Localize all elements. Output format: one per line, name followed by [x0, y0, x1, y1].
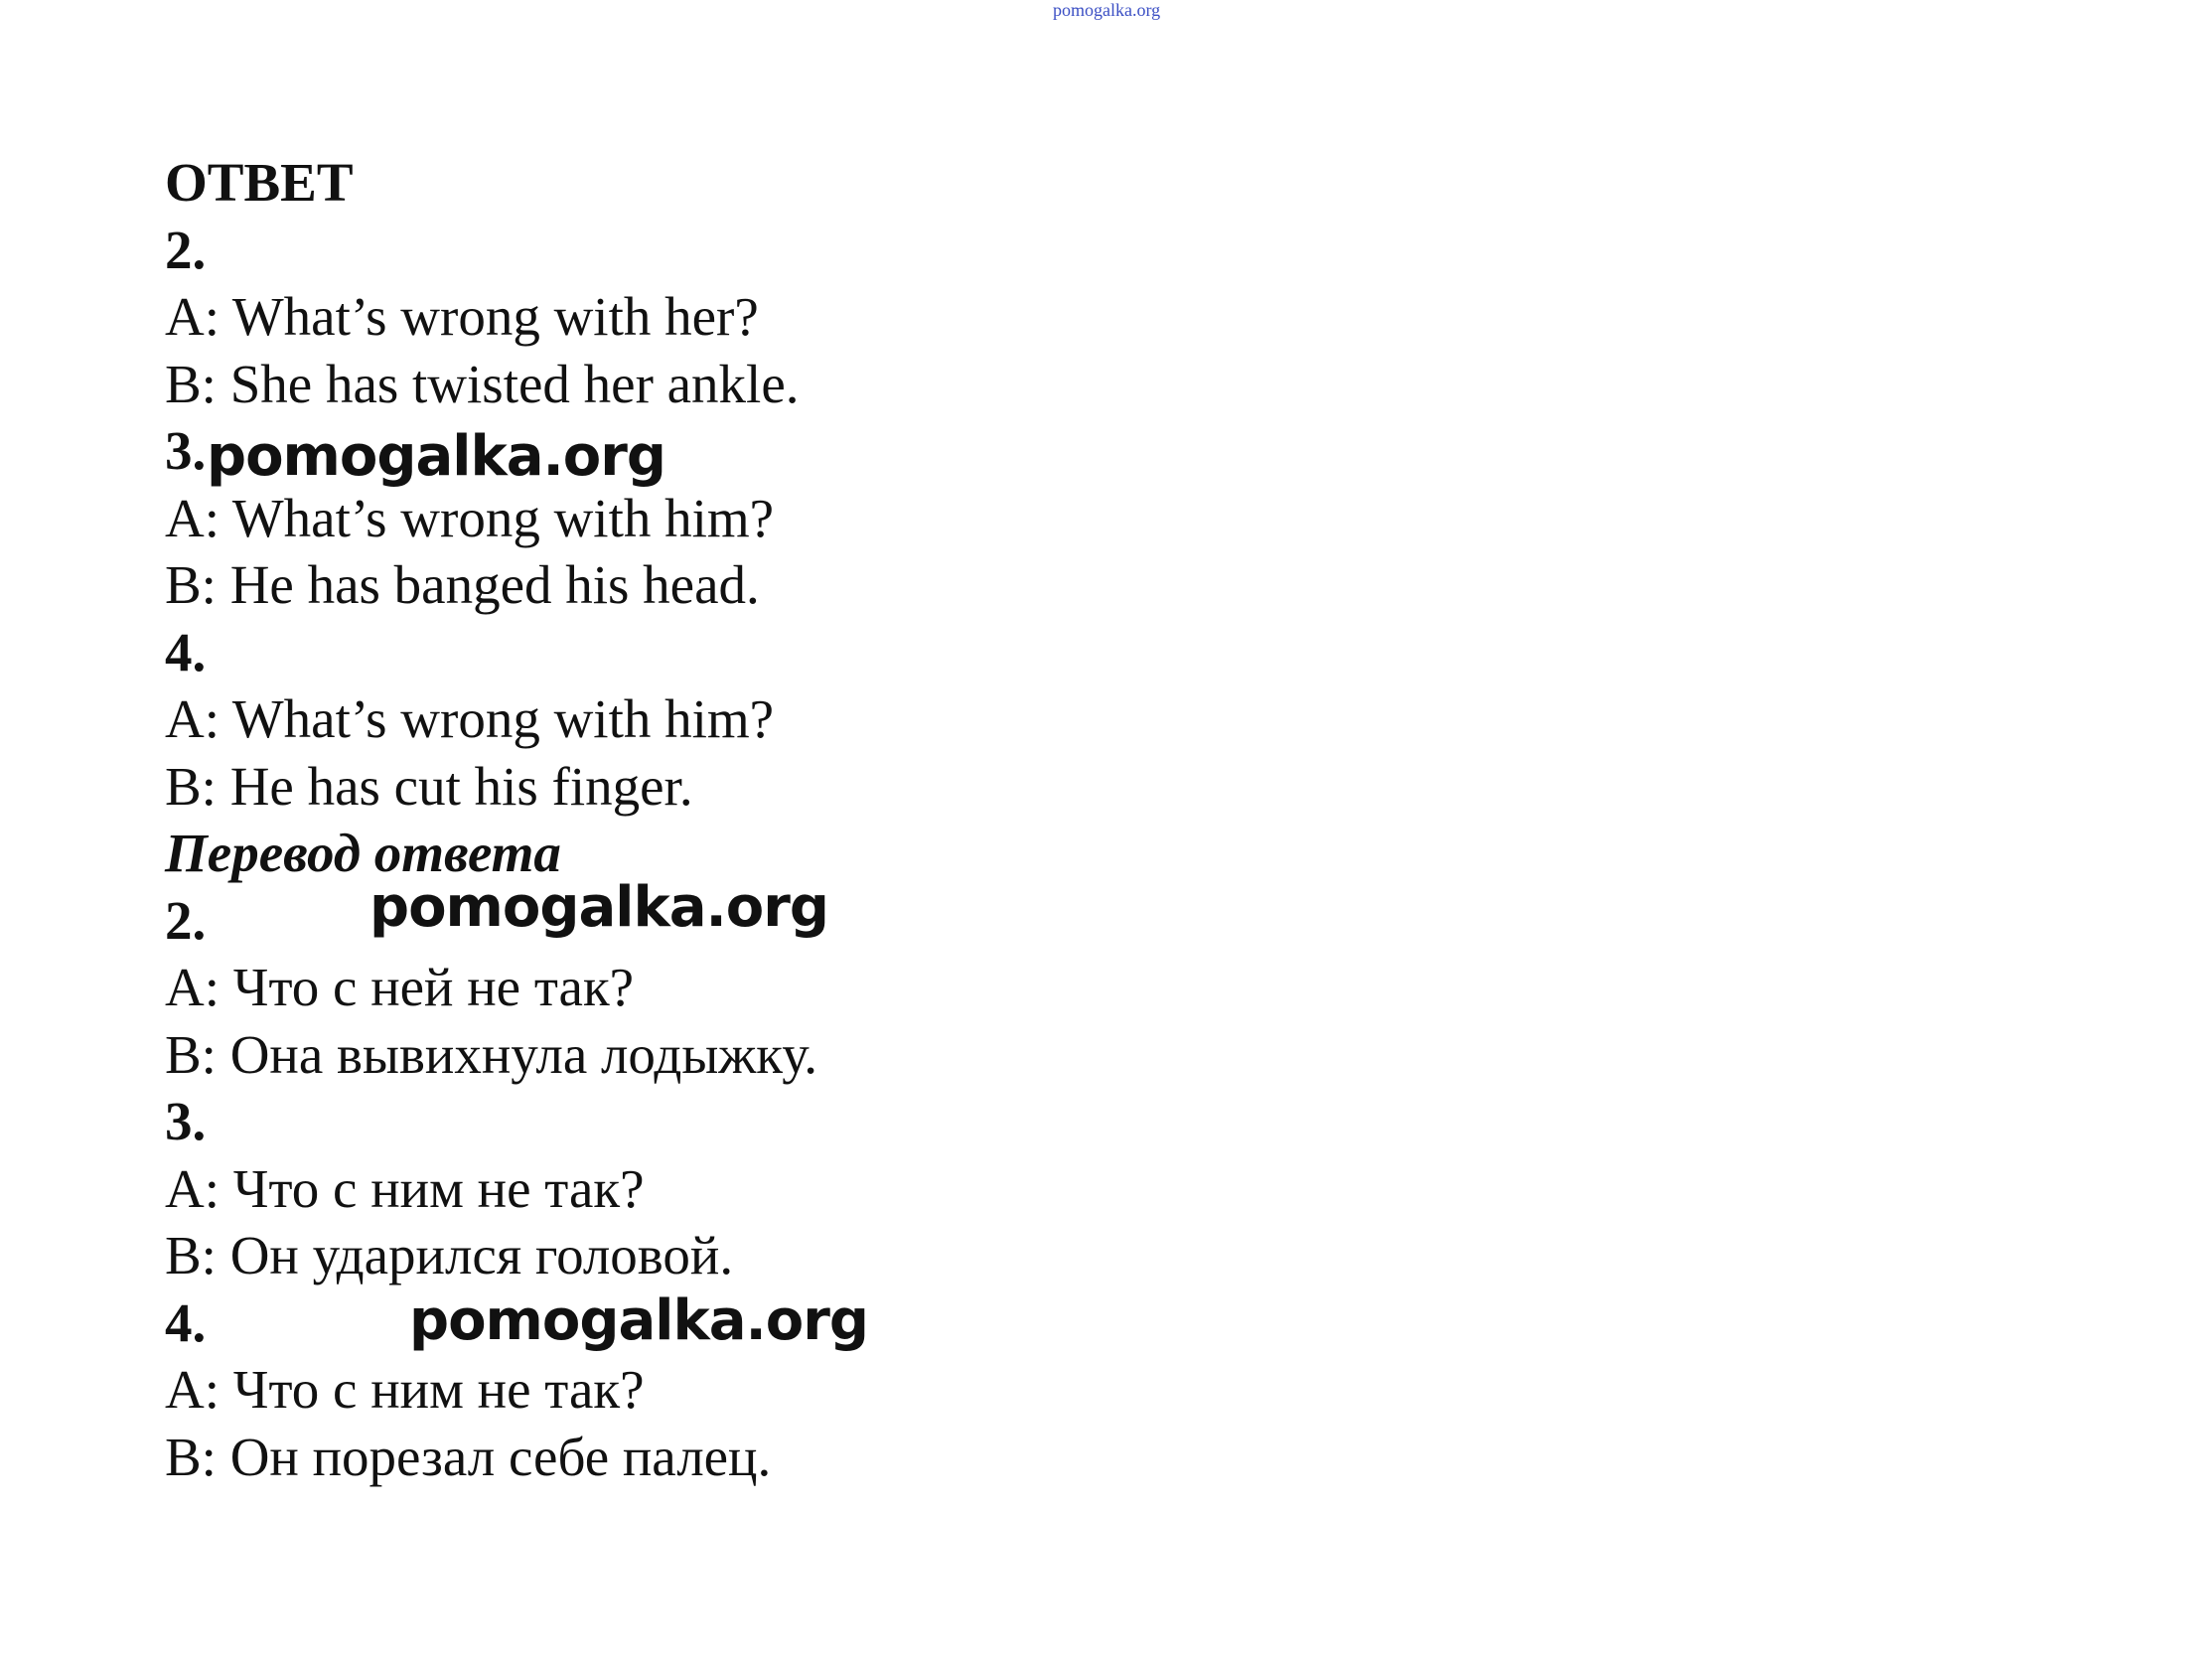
dialogue-line-a: A: What’s wrong with her?: [165, 286, 759, 347]
answer-document: [165, 149, 1754, 1490]
translation-heading: Перевод ответа: [165, 823, 561, 883]
dialogue-line-a: A: What’s wrong with him?: [165, 688, 775, 749]
answer-number: 4.: [165, 621, 207, 682]
translation-number: 4.: [165, 1291, 207, 1353]
answer-number: 3.: [165, 420, 207, 481]
answer-heading: ОТВЕТ: [165, 152, 354, 213]
dialogue-line-b: B: He has banged his head.: [165, 554, 760, 615]
dialogue-line-a: A: What’s wrong with him?: [165, 487, 775, 548]
site-link[interactable]: pomogalka.org: [1053, 0, 1161, 20]
translation-line-a: A: Что с ней не так?: [165, 957, 635, 1017]
answer-number: 2.: [165, 219, 207, 280]
translation-line-b: B: Он порезал себе палец.: [165, 1426, 772, 1487]
translation-line-a: A: Что с ним не так?: [165, 1157, 645, 1219]
translation-number: 2.: [165, 889, 207, 951]
watermark: pomogalka.org: [369, 875, 828, 940]
dialogue-line-b: B: She has twisted her ankle.: [165, 353, 800, 414]
translation-line-b: B: Она вывихнула лодыжку.: [165, 1023, 817, 1085]
translation-line-b: B: Он ударился головой.: [165, 1225, 734, 1285]
watermark: pomogalka.org: [409, 1288, 868, 1353]
translation-line-a: A: Что с ним не так?: [165, 1359, 645, 1420]
dialogue-line-b: B: He has cut his finger.: [165, 755, 693, 817]
watermark: pomogalka.org: [207, 424, 665, 489]
translation-number: 3.: [165, 1091, 207, 1151]
